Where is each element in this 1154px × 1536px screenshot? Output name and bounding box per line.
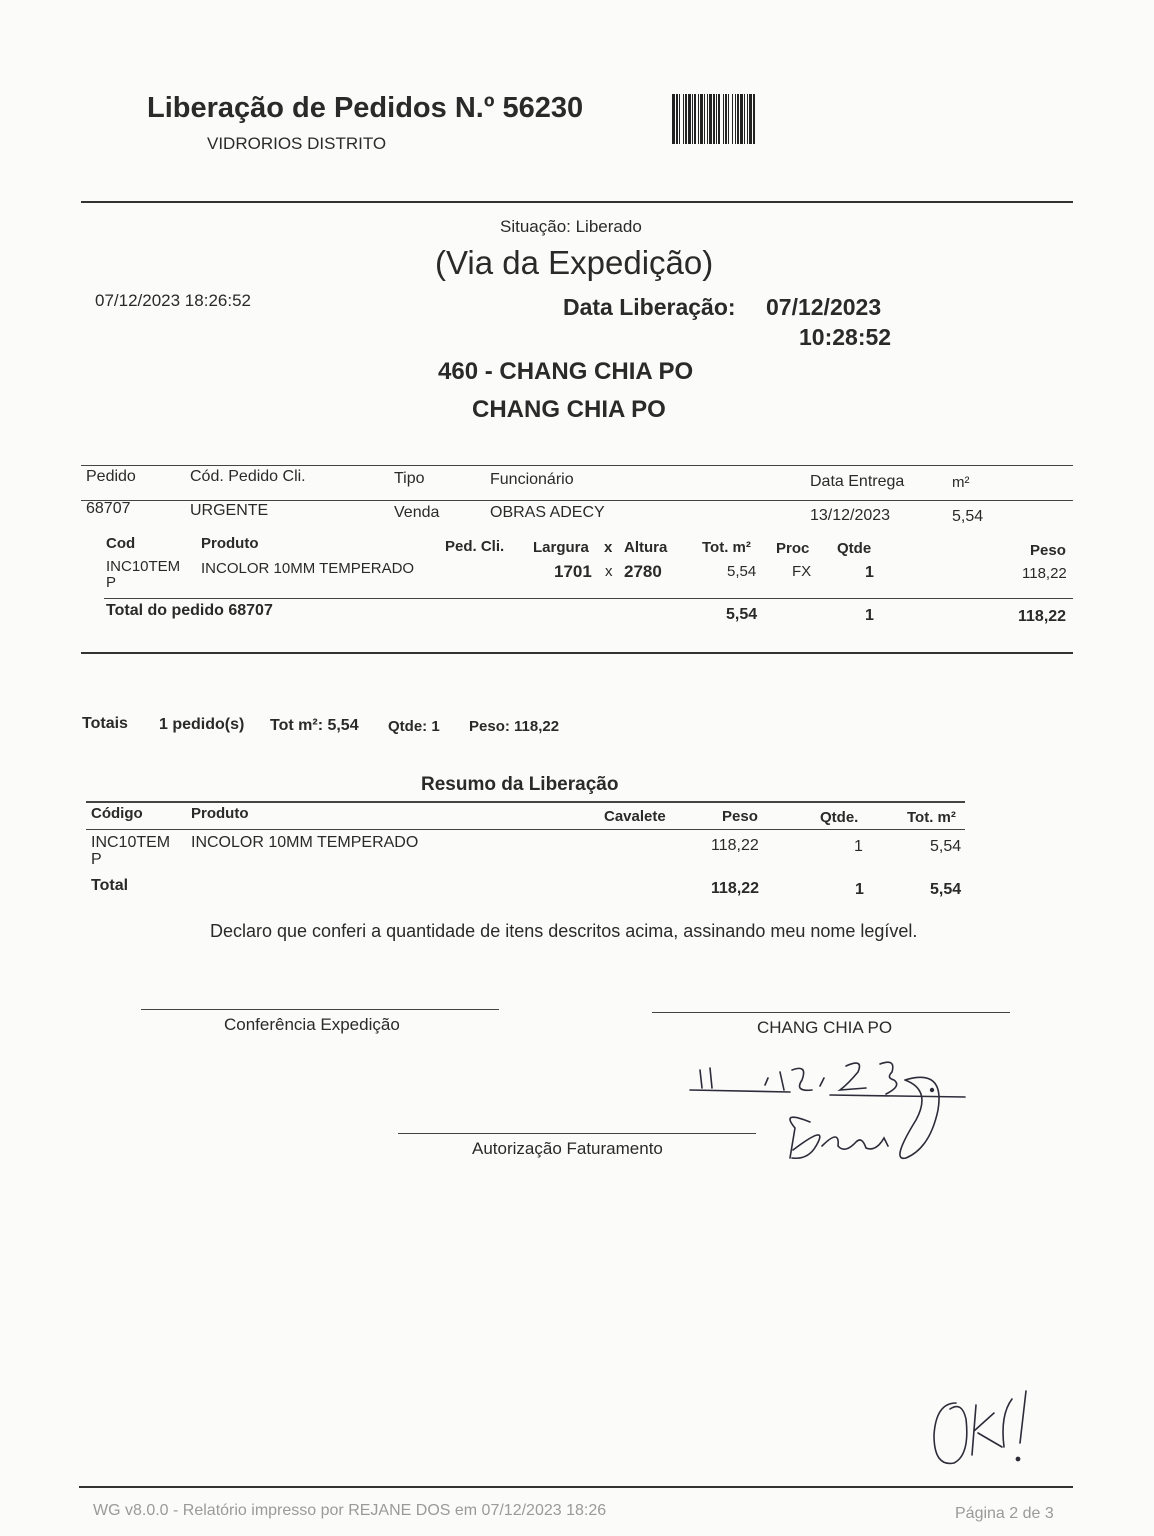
summary-qtde: 1 <box>854 838 863 855</box>
header-divider <box>81 201 1073 203</box>
summary-total-tot-m2: 5,54 <box>930 881 962 898</box>
company-name: VIDRORIOS DISTRITO <box>207 134 387 153</box>
item-total-line <box>104 598 1073 599</box>
summary-tot-m2: 5,54 <box>930 838 962 855</box>
release-label: Data Liberação: <box>563 294 736 320</box>
item-peso: 118,22 <box>1022 565 1067 582</box>
item-header-tot-m2: Tot. m² <box>702 539 751 556</box>
handwritten-signature <box>680 1050 980 1180</box>
item-header-proc: Proc <box>776 540 810 557</box>
summary-total-qtde: 1 <box>855 881 864 898</box>
summary-total-peso: 118,22 <box>711 880 760 897</box>
order-cod-cli: URGENTE <box>190 502 269 519</box>
order-funcionario: OBRAS ADECY <box>490 504 605 521</box>
summary-header-peso: Peso <box>722 808 758 825</box>
declaration-text: Declaro que conferi a quantidade de itens descritos acima, assinando meu nome legível. <box>210 921 918 941</box>
order-total-qtde: 1 <box>865 607 874 624</box>
signature-line-autorizacao <box>398 1133 756 1134</box>
signature-label-client: CHANG CHIA PO <box>757 1018 893 1037</box>
print-datetime: 07/12/2023 18:26:52 <box>95 291 251 310</box>
order-m2: 5,54 <box>952 508 984 525</box>
release-time: 10:28:52 <box>799 324 892 350</box>
item-cod-line2: P <box>106 574 117 591</box>
col-header-funcionario: Funcionário <box>490 471 574 488</box>
totals-pedidos: 1 pedido(s) <box>159 716 245 733</box>
barcode-bar <box>755 94 756 144</box>
footer-divider <box>79 1486 1073 1488</box>
item-tot-m2: 5,54 <box>727 563 757 580</box>
summary-codigo-line1: INC10TEM <box>91 834 171 851</box>
item-header-ped-cli: Ped. Cli. <box>445 538 505 555</box>
item-qtde: 1 <box>865 564 874 581</box>
item-produto: INCOLOR 10MM TEMPERADO <box>201 560 415 577</box>
totals-qtde: Qtde: 1 <box>388 718 440 735</box>
item-header-produto: Produto <box>201 535 259 552</box>
order-total-peso: 118,22 <box>1018 608 1067 625</box>
release-date: 07/12/2023 <box>766 294 882 320</box>
order-data-entrega: 13/12/2023 <box>810 507 891 524</box>
item-altura: 2780 <box>624 562 662 581</box>
summary-title: Resumo da Liberação <box>421 774 619 795</box>
summary-top-line <box>86 801 965 803</box>
summary-header-cavalete: Cavalete <box>604 808 666 825</box>
summary-peso: 118,22 <box>711 837 759 854</box>
client-code-name: 460 - CHANG CHIA PO <box>438 358 694 385</box>
col-header-pedido: Pedido <box>86 468 136 485</box>
order-total-label: Total do pedido 68707 <box>106 602 273 619</box>
signature-label-conferencia: Conferência Expedição <box>224 1015 400 1034</box>
item-header-peso: Peso <box>1030 542 1066 559</box>
item-proc: FX <box>792 563 812 580</box>
signature-line-client <box>652 1012 1010 1013</box>
signature-label-autorizacao: Autorização Faturamento <box>472 1139 663 1158</box>
item-header-qtde: Qtde <box>837 540 872 557</box>
footer-printed-by: WG v8.0.0 - Relatório impresso por REJANE DOS em 07/12/2023 18:26 <box>93 1502 607 1519</box>
status-text: Situação: Liberado <box>500 217 642 236</box>
col-header-tipo: Tipo <box>394 470 425 487</box>
summary-header-qtde: Qtde. <box>820 809 859 826</box>
order-tipo: Venda <box>394 504 440 521</box>
summary-total-label: Total <box>91 877 129 894</box>
summary-header-line <box>86 829 965 830</box>
item-header-cod: Cod <box>106 535 136 552</box>
summary-codigo-line2: P <box>91 851 102 868</box>
copy-label: (Via da Expedição) <box>435 244 714 281</box>
item-largura: 1701 <box>554 562 592 581</box>
item-header-largura: Largura <box>533 539 589 556</box>
client-name: CHANG CHIA PO <box>472 396 666 423</box>
order-total-tot-m2: 5,54 <box>726 606 758 623</box>
summary-header-produto: Produto <box>191 805 249 822</box>
barcode <box>672 94 848 144</box>
summary-produto: INCOLOR 10MM TEMPERADO <box>191 834 419 851</box>
handwritten-ok <box>920 1385 1040 1475</box>
summary-header-tot-m2: Tot. m² <box>907 809 956 826</box>
col-header-m2: m² <box>952 474 970 491</box>
item-header-x: x <box>604 539 613 556</box>
footer-page: Página 2 de 3 <box>955 1505 1054 1522</box>
order-table-bottom-line <box>81 652 1073 654</box>
signature-line-conferencia <box>141 1009 499 1010</box>
col-header-cod-cli: Cód. Pedido Cli. <box>190 468 306 485</box>
item-cod-line1: INC10TEM <box>106 558 181 575</box>
item-x: x <box>605 563 613 580</box>
summary-header-codigo: Código <box>91 805 143 822</box>
totals-label: Totais <box>82 715 128 732</box>
order-header-line <box>81 500 1073 501</box>
order-pedido: 68707 <box>86 500 131 517</box>
col-header-data-entrega: Data Entrega <box>810 473 905 490</box>
totals-tot-m2: Tot m²: 5,54 <box>270 717 359 734</box>
item-header-altura: Altura <box>624 539 668 556</box>
totals-peso: Peso: 118,22 <box>469 718 560 735</box>
document-title: Liberação de Pedidos N.º 56230 <box>147 92 584 124</box>
order-table-top-line <box>81 465 1073 466</box>
